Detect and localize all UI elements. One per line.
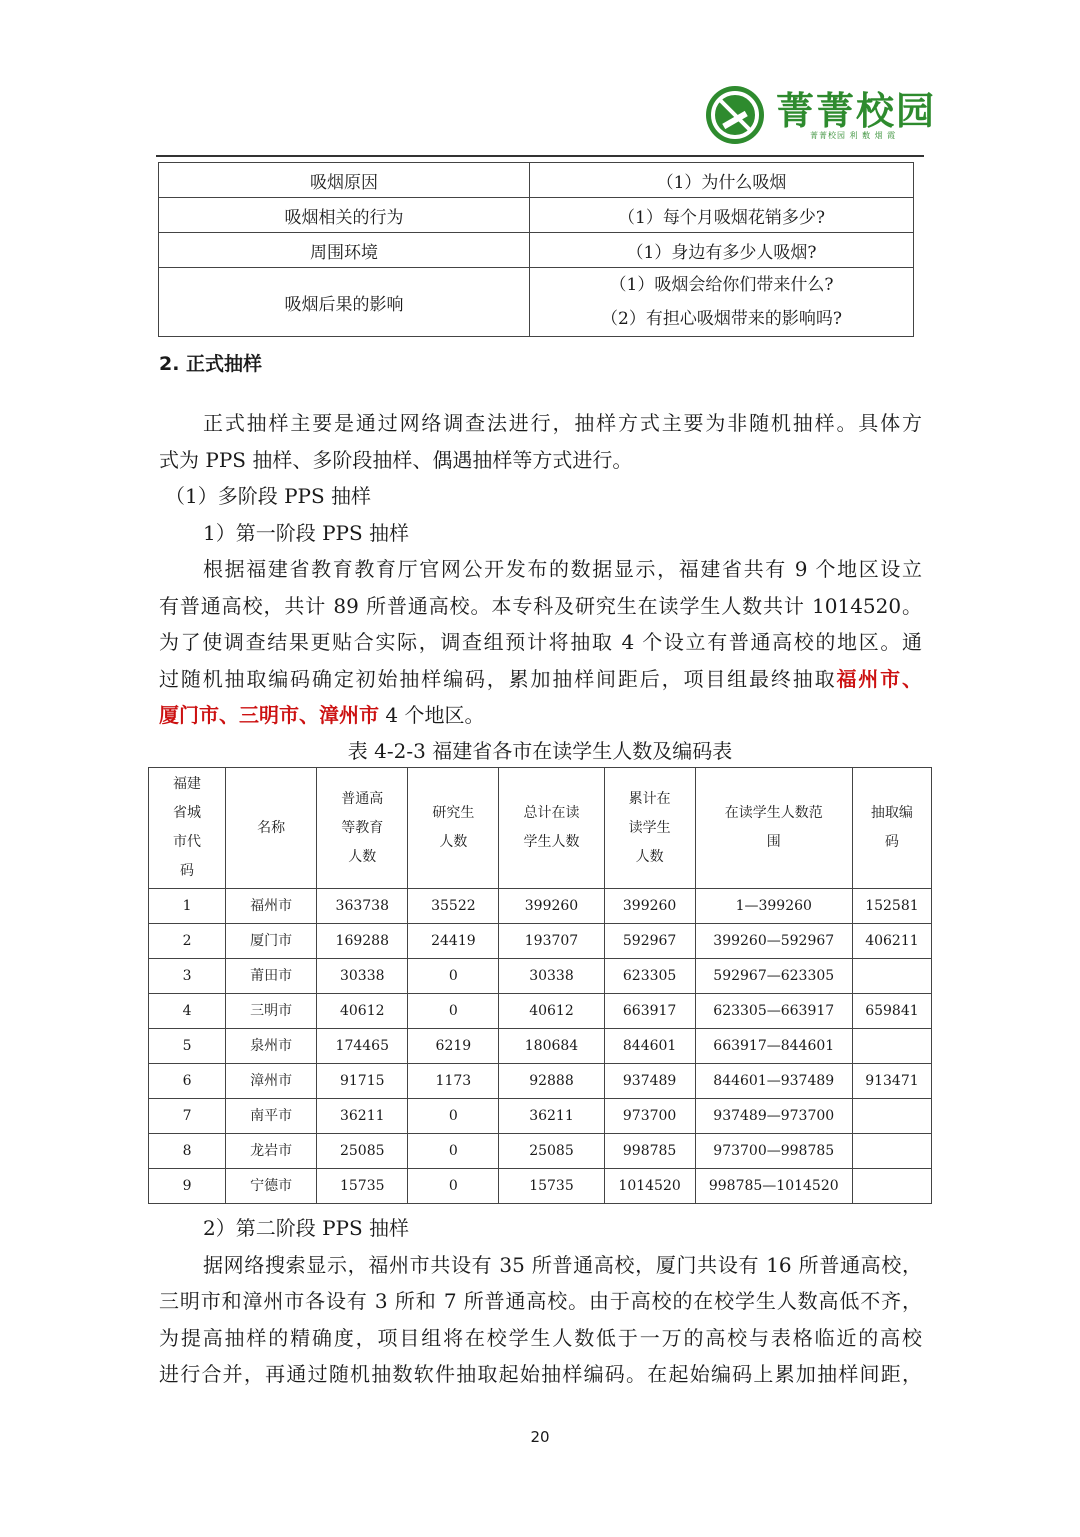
header-line: 围 [766,834,781,850]
table-cell [852,1029,931,1064]
table-row [159,198,914,233]
table-cell: 844601—937489 [695,1064,852,1099]
table-cell: 9 [149,1169,226,1204]
table-cell: 363738 [317,889,408,924]
table-cell: 152581 [852,889,931,924]
highlight-text: 福州市、 [836,666,923,691]
table-cell: 623305—663917 [695,994,852,1029]
table-cell: 24419 [408,924,499,959]
table-cell: 36211 [499,1099,604,1134]
table-row [149,889,932,924]
header-line: 市代 [173,834,202,850]
text-line: 为了使调查结果更贴合实际，调查组预计将抽取 4 个设立有普通高校的地区。通 [159,630,922,654]
table-row [149,1099,932,1134]
table-cell: 174465 [317,1029,408,1064]
header-line: 名称 [257,819,286,836]
table-cell: 0 [408,1099,499,1134]
no-smoking-icon [704,84,766,146]
text-fragment: 4 个地区。 [379,703,485,727]
questionnaire-table [158,162,914,337]
text-line: 据网络搜索显示，福州市共设有 35 所普通高校，厦门共设有 16 所普通高校， [203,1252,922,1277]
brand-logo [700,80,937,146]
table-cell: 4 [149,994,226,1029]
header-line: 学生人数 [523,834,580,850]
header-line: 累计在 [628,790,671,807]
table-cell: （1）每个月吸烟花销多少? [530,198,914,233]
text-fragment: 过随机抽取编码确定初始抽样编码，累加抽样间距后，项目组最终抽取 [159,666,837,691]
header-line: 普通高 [341,790,384,807]
header-line: 码 [180,863,195,879]
table-cell: 1—399260 [695,889,852,924]
table-cell: 169288 [317,924,408,959]
table-caption: 表 4-2-3 福建省各市在读学生人数及编码表 [347,739,733,763]
table-cell: 7 [149,1099,226,1134]
table-cell: 6219 [408,1029,499,1064]
table-cell: 592967—623305 [695,959,852,994]
table-cell: 15735 [317,1169,408,1204]
table-cell: 40612 [317,994,408,1029]
column-header [317,768,408,889]
table-cell: 623305 [604,959,695,994]
table-cell: 0 [408,1169,499,1204]
table-row [149,1064,932,1099]
table-cell: 8 [149,1134,226,1169]
table-body [149,889,932,1204]
table-cell: 399260 [499,889,604,924]
logo-title: 菁菁校园 [776,88,937,133]
header-line: 码 [884,834,899,850]
text-line: 为提高抽样的精确度，项目组将在校学生人数低于一万的高校与表格临近的高校 [159,1325,922,1350]
table-cell: 吸烟后果的影响 [159,268,530,337]
table-cell: 36211 [317,1099,408,1134]
header-line: 人数 [439,834,468,850]
text-line [159,697,922,734]
table-cell: 0 [408,994,499,1029]
table-cell: 30338 [317,959,408,994]
table-row [149,1029,932,1064]
table-cell [852,1099,931,1134]
table-cell [852,1134,931,1169]
table-cell: 吸烟原因 [159,163,530,198]
table-cell: 吸烟相关的行为 [159,198,530,233]
table-cell: 399260 [604,889,695,924]
text-line [159,661,922,698]
header-line: 总计在读 [523,805,580,821]
table-header-row [149,768,932,889]
table-cell: 844601 [604,1029,695,1064]
text-line: 正式抽样主要是通过网络调查法进行，抽样方式主要为非随机抽样。具体方 [203,411,922,435]
table-cell: 937489—973700 [695,1099,852,1134]
table-cell: 2 [149,924,226,959]
header-line: 福建 [173,776,202,792]
table-cell: （1）为什么吸烟 [530,163,914,198]
table-cell: 漳州市 [226,1064,317,1099]
subheading: （1）多阶段 PPS 抽样 [165,484,372,508]
table-cell: 25085 [317,1134,408,1169]
header-divider [156,155,924,157]
subheading: 1）第一阶段 PPS 抽样 [203,520,410,545]
subheading: 2）第二阶段 PPS 抽样 [203,1216,410,1240]
header-line: 人数 [635,848,664,865]
table-cell: 龙岩市 [226,1134,317,1169]
table-row [149,924,932,959]
table-cell: 998785—1014520 [695,1169,852,1204]
table-row [149,959,932,994]
text-line: 有普通高校，共计 89 所普通高校。本专科及研究生在读学生人数共计 1014520。 [159,593,922,618]
table-cell: 406211 [852,924,931,959]
table-cell: 35522 [408,889,499,924]
table-cell: 659841 [852,994,931,1029]
column-header [604,768,695,889]
table-row [159,163,914,198]
table-cell [852,959,931,994]
header-line: 抽取编 [870,805,913,821]
table-cell: 宁德市 [226,1169,317,1204]
table-row [149,1134,932,1169]
column-header [852,768,931,889]
table-cell: 92888 [499,1064,604,1099]
header-line: 读学生 [628,819,671,836]
header-line: 研究生 [432,805,475,821]
page-number: 20 [530,1428,550,1446]
table-cell: 663917—844601 [695,1029,852,1064]
table-cell: 周围环境 [159,233,530,268]
table-cell: 5 [149,1029,226,1064]
table-cell: （1）身边有多少人吸烟? [530,233,914,268]
table-cell: 973700—998785 [695,1134,852,1169]
column-header [226,768,317,889]
section-heading: 2. 正式抽样 [159,353,263,375]
table-cell: 937489 [604,1064,695,1099]
table-row [149,994,932,1029]
city-student-table [148,767,932,1204]
table-cell: 0 [408,1134,499,1169]
highlight-text: 厦门市、三明市、漳州市 [159,703,379,727]
table-row [159,268,914,337]
table-cell: 592967 [604,924,695,959]
table-cell: 三明市 [226,994,317,1029]
cell-line: （1）吸烟会给你们带来什么? [609,275,834,295]
header-line: 等教育 [341,819,384,836]
table-cell [852,1169,931,1204]
text-line: 式为 PPS 抽样、多阶段抽样、偶遇抽样等方式进行。 [159,447,633,472]
table-cell: 913471 [852,1064,931,1099]
table-cell: 193707 [499,924,604,959]
header-line: 省城 [173,805,202,821]
text-line: 三明市和漳州市各设有 3 所和 7 所普通高校。由于高校的在校学生人数高低不齐， [159,1289,922,1313]
column-header [499,768,604,889]
table-cell: 91715 [317,1064,408,1099]
body-paragraph [159,405,922,734]
header-line: 在读学生人数范 [724,805,823,821]
table-cell: 0 [408,959,499,994]
table-cell: 莆田市 [226,959,317,994]
table-cell: 厦门市 [226,924,317,959]
cell-line: （2）有担心吸烟带来的影响吗? [601,309,842,329]
table-cell: 998785 [604,1134,695,1169]
table-cell: 1 [149,889,226,924]
table-cell: 6 [149,1064,226,1099]
body-paragraph [159,1210,922,1393]
table-row [149,1169,932,1204]
table-cell: 泉州市 [226,1029,317,1064]
table-row [159,233,914,268]
table-cell: 3 [149,959,226,994]
column-header [408,768,499,889]
column-header [695,768,852,889]
table-cell: 福州市 [226,889,317,924]
table-cell: 973700 [604,1099,695,1134]
table-cell: 399260—592967 [695,924,852,959]
text-line: 根据福建省教育教育厅官网公开发布的数据显示，福建省共有 9 个地区设立 [203,557,922,581]
logo-subtitle: 菁菁校园 利 敷 烟 霞 [810,131,897,140]
column-header [149,768,226,889]
table-cell: 25085 [499,1134,604,1169]
table-cell: 663917 [604,994,695,1029]
header-line: 人数 [348,848,377,865]
table-cell: 南平市 [226,1099,317,1134]
table-cell: 15735 [499,1169,604,1204]
table-cell: 30338 [499,959,604,994]
table-cell: 1014520 [604,1169,695,1204]
table-cell [530,268,914,337]
table-cell: 1173 [408,1064,499,1099]
table-cell: 40612 [499,994,604,1029]
table-cell: 180684 [499,1029,604,1064]
text-line: 进行合并，再通过随机抽数软件抽取起始抽样编码。在起始编码上累加抽样间距， [159,1362,922,1386]
